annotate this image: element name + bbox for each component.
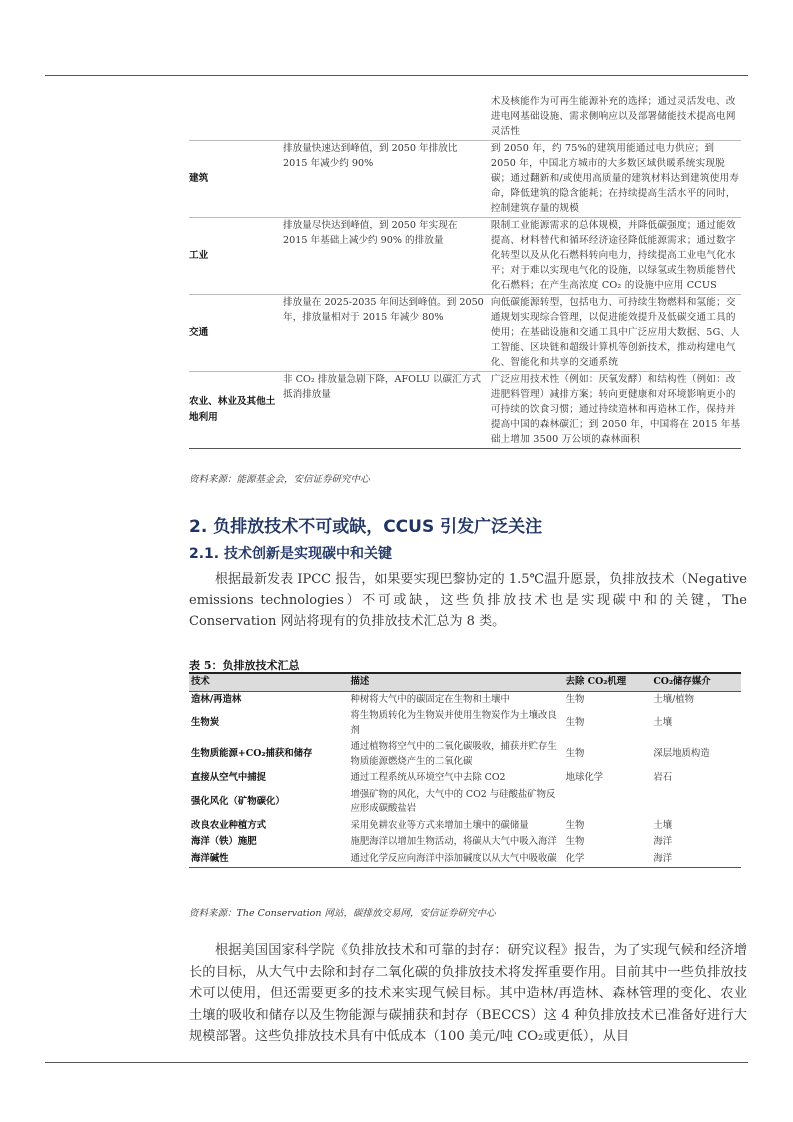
storage-cell: 海洋 [651, 851, 741, 868]
sector-cell: 工业 [189, 217, 283, 294]
table5-source: 资料来源：The Conservation 网站，碳排放交易网，安信证券研究中心 [189, 908, 496, 919]
table-row [189, 217, 741, 294]
col-header-tech: 技术 [189, 673, 348, 691]
desc-cell: 种树将大气中的碳固定在生物和土壤中 [350, 693, 510, 705]
desc-cell: 通过化学反应向海洋中添加碱度以从大气中吸收碳 [348, 851, 563, 868]
desc-cell: 通过工程系统从环境空气中去除 CO2 [350, 772, 506, 783]
sector-table-continued [189, 94, 741, 449]
desc-cell: 采用免耕农业等方式来增加土壤中的碳储量 [350, 819, 529, 831]
table-row [189, 371, 741, 448]
sector-cell [189, 94, 283, 140]
mechanism-cell: 化学 [564, 851, 652, 868]
tech-cell: 造林/再造林 [191, 693, 242, 705]
path-cell: 到 2050 年，约 75%的建筑用能通过电力供应；到 2050 年，中国北方城市的大多数区域供暖系统实现脱碳；通过翻新和/或使用高质量的建筑材料达到建筑使用寿命，降低建筑的隐含能耗；在持续提高生活水平的同时，控制建筑存量的规模 [491, 140, 741, 217]
tech-cell: 改良农业种植方式 [191, 819, 267, 831]
header-rule [45, 75, 748, 76]
table-row [189, 770, 741, 787]
storage-cell: 土壤 [653, 819, 673, 831]
target-cell: 排放量尽快达到峰值，到 2050 年实现在 2015 年基础上减少约 90% 的排放量 [283, 217, 491, 294]
sector-cell: 农业、林业及其他土地利用 [189, 371, 283, 448]
table-source: 资料来源：能源基金会，安信证券研究中心 [189, 474, 370, 485]
storage-cell: 土壤/植物 [653, 693, 694, 705]
table-row [189, 708, 741, 739]
body-paragraph: 根据美国国家科学院《负排放技术和可靠的封存：研究议程》报告，为了实现气候和经济增长的目标，从大气中去除和封存二氧化碳的负排放技术将发挥重要作用。目前其中一些负排放技术可以使用，但还需要更多的技术来实现气候目标。其中造林/再造林、森林管理的变化、农业土壤的吸收和储存以及生物能源与碳捕获和封存（BECCS）这 4 种负排放技术已准备好进行大规模部署。这些负排放技术具有中低成本（100 美元/吨 CO₂或更低），从目 [189, 943, 747, 1044]
desc-cell: 将生物质转化为生物炭并使用生物炭作为土壤改良剂 [350, 710, 557, 736]
mechanism-cell: 地球化学 [565, 772, 604, 783]
table-row [189, 94, 741, 140]
storage-cell: 深层地质构造 [653, 748, 710, 760]
mechanism-cell: 生物 [565, 819, 585, 831]
target-cell: 排放量在 2025-2035 年间达到峰值。到 2050 年，排放量相对于 2015 年减少 80% [283, 294, 491, 371]
table-row [189, 818, 741, 835]
path-cell: 限制工业能源需求的总体规模，并降低碳强度；通过能效提高、材料替代和循环经济途径降低能源需求；通过数字化转型以及从化石燃料转向电力，持续提高工业电气化水平；对于难以实现电气化的设施，以绿氢或生物质能替代化石燃料；在产生高浓度 CO₂ 的设施中应用 CCUS [491, 217, 741, 294]
path-cell: 向低碳能源转型，包括电力、可持续生物燃料和氢能；交通规划实现综合管理，以促进能效提升及低碳交通工具的使用；在基础设施和交通工具中广泛应用大数据、5G、人工智能、区块链和超级计算机等创新技术，推动构建电气化、智能化和共享的交通系统 [491, 294, 741, 371]
table-row [189, 140, 741, 217]
table-row [189, 691, 741, 708]
desc-cell: 通过植物将空气中的二氧化碳吸收，捕获并贮存生物质能源燃烧产生的二氧化碳 [350, 741, 557, 767]
table5-title: 表 5：负排放技术汇总 [189, 659, 300, 672]
intro-paragraph: 根据最新发表 IPCC 报告，如果要实现巴黎协定的 1.5℃温升愿景，负排放技术（Negative emissions technologies）不可或缺，这些负排放技术也是实现碳中和的关键，The Conservation 网站将现有的负排放技术汇总为 8 类。 [189, 572, 747, 629]
table-row [189, 787, 741, 818]
storage-cell [651, 787, 741, 818]
table-header-row [189, 673, 741, 691]
table-row [189, 834, 741, 851]
desc-cell: 增强矿物的风化，大气中的 CO2 与硅酸盐矿物反应形成碳酸盐岩 [350, 788, 556, 814]
tech-cell: 海洋（铁）施肥 [191, 836, 257, 847]
path-cell: 术及核能作为可再生能源补充的选择；通过灵活发电、改进电网基础设施、需求侧响应以及部署储能技术提高电网灵活性 [491, 94, 741, 140]
mechanism-cell: 生物 [565, 717, 585, 729]
col-header-desc: 描述 [348, 673, 563, 691]
mechanism-cell: 生物 [565, 748, 585, 760]
table-row [189, 851, 741, 868]
path-cell: 广泛应用技术性（例如：厌氧发酵）和结构性（例如：改进肥料管理）减排方案；转向更健康和对环境影响更小的可持续的饮食习惯；通过持续造林和再造林工作，保持并提高中国的森林碳汇；到 2050 年，中国将在 2015 年基础上增加 3500 万公顷的森林面积 [491, 371, 741, 448]
negative-emissions-table [189, 672, 741, 868]
mechanism-cell: 生物 [565, 836, 585, 847]
table-row [189, 294, 741, 371]
target-cell [283, 94, 491, 140]
target-cell: 排放量快速达到峰值，到 2050 年排放比 2015 年减少约 90% [283, 140, 491, 217]
tech-cell: 生物炭 [191, 717, 220, 729]
storage-cell: 海洋 [653, 836, 673, 847]
tech-cell: 直接从空气中捕捉 [191, 772, 267, 783]
table-row [189, 739, 741, 770]
sector-cell: 交通 [189, 294, 283, 371]
target-cell: 非 CO₂ 排放量急剧下降，AFOLU 以碳汇方式抵消排放量 [283, 371, 491, 448]
mechanism-cell [564, 787, 652, 818]
desc-cell: 施肥海洋以增加生物活动，将碳从大气中吸入海洋 [350, 836, 557, 847]
mechanism-cell: 生物 [565, 693, 585, 705]
col-header-mechanism: 去除 CO₂机理 [564, 673, 652, 691]
storage-cell: 土壤 [653, 717, 673, 729]
subsection-heading: 2.1. 技术创新是实现碳中和关键 [189, 546, 392, 562]
sector-cell: 建筑 [189, 140, 283, 217]
tech-cell: 生物质能源+CO₂捕获和储存 [191, 748, 313, 760]
tech-cell: 强化风化（矿物碳化） [191, 795, 285, 807]
col-header-storage: CO₂储存媒介 [651, 673, 741, 691]
footer-rule [45, 1062, 748, 1063]
section-heading: 2. 负排放技术不可或缺，CCUS 引发广泛关注 [189, 517, 543, 537]
storage-cell: 岩石 [653, 772, 673, 783]
tech-cell: 海洋碱性 [189, 851, 348, 868]
